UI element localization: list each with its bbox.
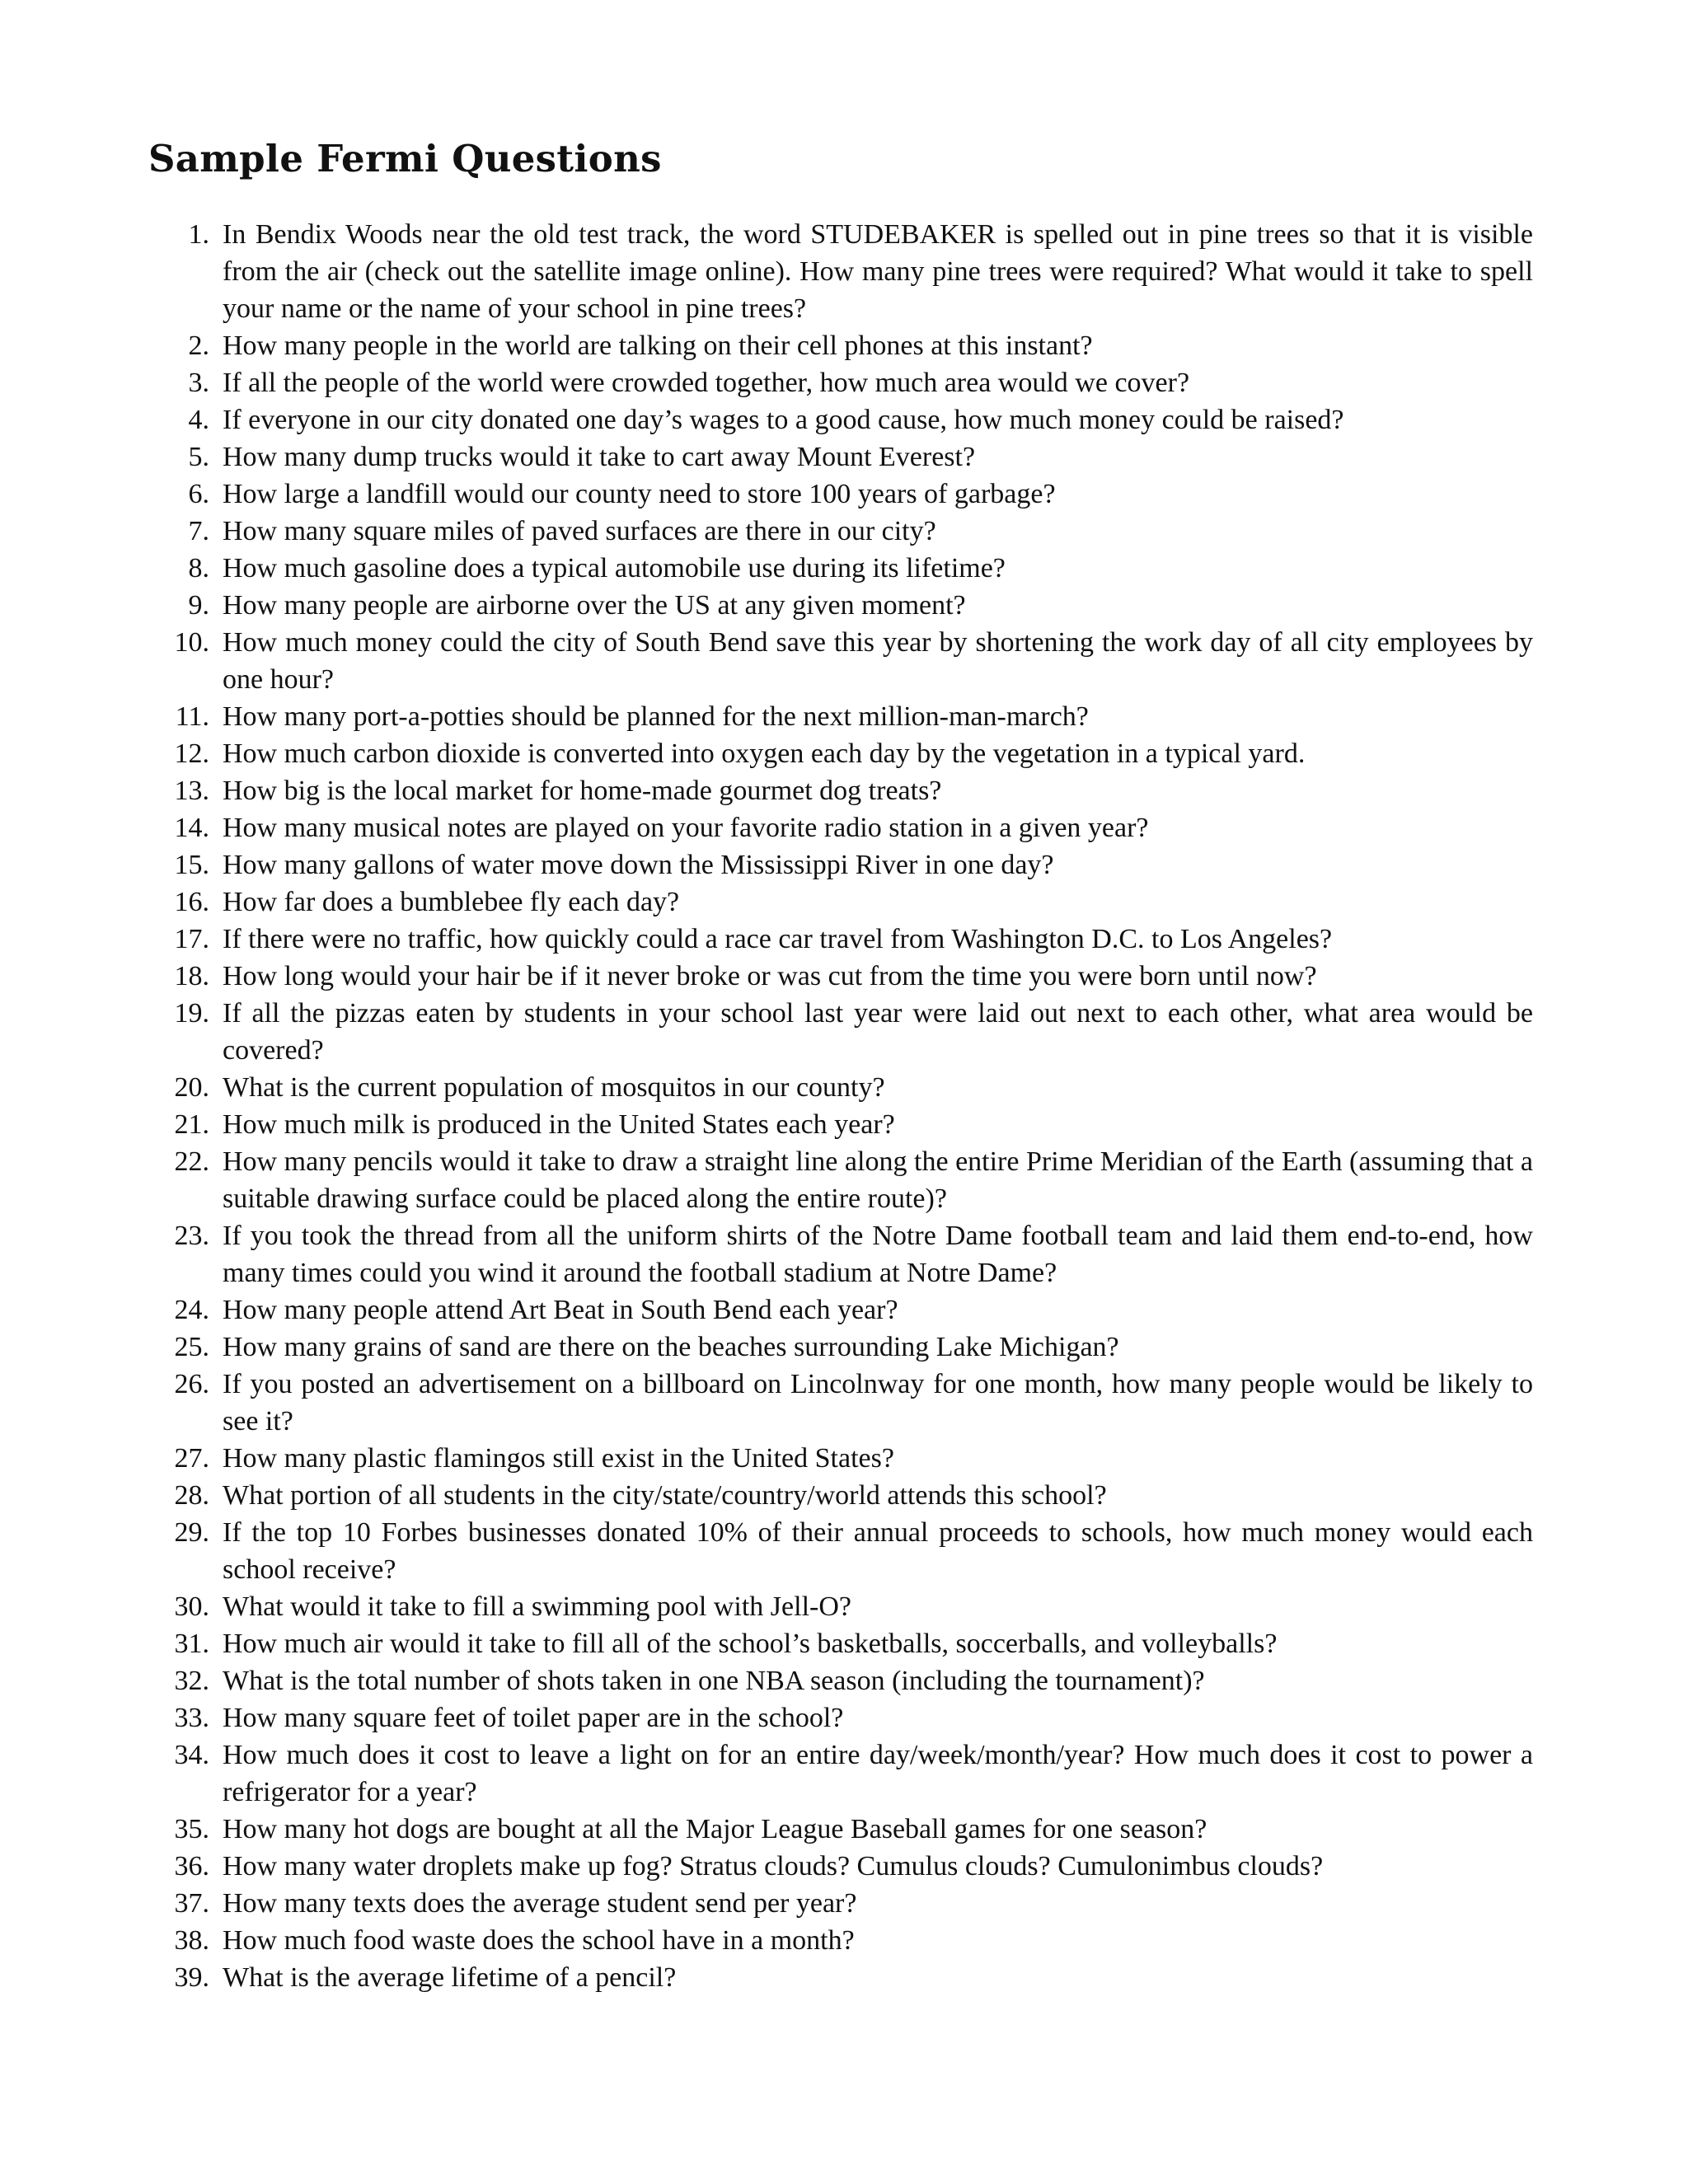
question-number: 30. xyxy=(174,1591,209,1622)
question-text: How many dump trucks would it take to cart away Mount Everest? xyxy=(223,442,976,472)
question-number: 32. xyxy=(174,1666,209,1696)
question-number: 21. xyxy=(174,1109,209,1140)
question-text: What is the total number of shots taken in one NBA season (including the tournament)? xyxy=(223,1666,1205,1696)
question-item xyxy=(148,1217,1533,1291)
question-item xyxy=(148,1959,1533,1996)
question-item xyxy=(148,958,1533,995)
question-text: What is the average lifetime of a pencil? xyxy=(223,1962,677,1993)
question-item xyxy=(148,401,1533,438)
question-item xyxy=(148,624,1533,698)
question-number: 15. xyxy=(174,850,209,880)
question-number: 14. xyxy=(174,813,209,843)
question-number: 9. xyxy=(188,590,209,621)
question-item xyxy=(148,995,1533,1069)
question-number: 10. xyxy=(174,627,209,658)
question-item xyxy=(148,1106,1533,1143)
question-text: What portion of all students in the city/state/country/world attends this school? xyxy=(223,1480,1107,1511)
question-number: 12. xyxy=(174,738,209,769)
question-number: 33. xyxy=(174,1703,209,1733)
question-text: How many plastic flamingos still exist in the United States? xyxy=(223,1443,894,1474)
question-text: How many water droplets make up fog? Stratus clouds? Cumulus clouds? Cumulonimbus clouds? xyxy=(223,1851,1324,1882)
question-number: 23. xyxy=(174,1221,209,1251)
question-number: 16. xyxy=(174,887,209,917)
question-item xyxy=(148,1736,1533,1811)
question-item xyxy=(148,1588,1533,1625)
question-text: How many square miles of paved surfaces are there in our city? xyxy=(223,516,936,546)
question-item xyxy=(148,364,1533,401)
question-number: 39. xyxy=(174,1962,209,1993)
question-item xyxy=(148,438,1533,476)
question-number: 1. xyxy=(188,219,209,250)
question-text: If all the pizzas eaten by students in your school last year were laid out next to each other, what area would be covered? xyxy=(223,998,1533,1066)
question-item xyxy=(148,216,1533,327)
question-number: 17. xyxy=(174,924,209,954)
question-number: 38. xyxy=(174,1925,209,1956)
question-item xyxy=(148,772,1533,809)
question-text: How many people are airborne over the US at any given moment? xyxy=(223,590,966,621)
question-text: How much does it cost to leave a light on for an entire day/week/month/year? How much does it cost to power a refrigerator for a year? xyxy=(223,1740,1533,1807)
question-item xyxy=(148,809,1533,846)
question-text: How many gallons of water move down the Mississippi River in one day? xyxy=(223,850,1054,880)
question-item xyxy=(148,698,1533,735)
question-text: In Bendix Woods near the old test track, the word STUDEBAKER is spelled out in pine trees so that it is visible from the air (check out the satellite image online). How many pine trees were required? What would it take to spell your name or the name of your school in pine trees? xyxy=(223,219,1533,324)
question-item xyxy=(148,550,1533,587)
question-item xyxy=(148,1329,1533,1366)
question-text: How much money could the city of South Bend save this year by shortening the work day of all city employees by one hour? xyxy=(223,627,1533,695)
question-number: 19. xyxy=(174,998,209,1029)
question-number: 4. xyxy=(188,405,209,435)
question-number: 7. xyxy=(188,516,209,546)
question-number: 29. xyxy=(174,1517,209,1548)
question-number: 2. xyxy=(188,330,209,361)
question-text: If the top 10 Forbes businesses donated 10% of their annual proceeds to schools, how much money would each school receive? xyxy=(223,1517,1533,1585)
question-number: 28. xyxy=(174,1480,209,1511)
question-text: How much air would it take to fill all of the school’s basketballs, soccerballs, and volleyballs? xyxy=(223,1629,1278,1659)
question-number: 35. xyxy=(174,1814,209,1844)
question-item xyxy=(148,476,1533,513)
question-number: 13. xyxy=(174,776,209,806)
question-text: How many people in the world are talking on their cell phones at this instant? xyxy=(223,330,1093,361)
question-number: 24. xyxy=(174,1295,209,1325)
question-item xyxy=(148,327,1533,364)
question-number: 26. xyxy=(174,1369,209,1399)
question-text: How many grains of sand are there on the beaches surrounding Lake Michigan? xyxy=(223,1332,1119,1362)
question-item xyxy=(148,1848,1533,1885)
question-item xyxy=(148,1477,1533,1514)
question-item xyxy=(148,1922,1533,1959)
question-item xyxy=(148,921,1533,958)
question-text: What would it take to fill a swimming pool with Jell-O? xyxy=(223,1591,851,1622)
question-text: If everyone in our city donated one day’s wages to a good cause, how much money could be raised? xyxy=(223,405,1344,435)
question-number: 31. xyxy=(174,1629,209,1659)
question-text: How much carbon dioxide is converted into oxygen each day by the vegetation in a typical yard. xyxy=(223,738,1306,769)
question-item xyxy=(148,1440,1533,1477)
question-text: How far does a bumblebee fly each day? xyxy=(223,887,680,917)
question-text: If you posted an advertisement on a billboard on Lincolnway for one month, how many people would be likely to see it? xyxy=(223,1369,1533,1436)
question-text: How much food waste does the school have in a month? xyxy=(223,1925,855,1956)
question-item xyxy=(148,1366,1533,1440)
question-number: 8. xyxy=(188,553,209,583)
question-number: 6. xyxy=(188,479,209,509)
question-number: 27. xyxy=(174,1443,209,1474)
question-number: 34. xyxy=(174,1740,209,1770)
question-number: 11. xyxy=(175,701,209,732)
question-text: How many musical notes are played on your favorite radio station in a given year? xyxy=(223,813,1149,843)
question-number: 5. xyxy=(188,442,209,472)
question-item xyxy=(148,1662,1533,1699)
question-text: How many people attend Art Beat in South Bend each year? xyxy=(223,1295,898,1325)
question-number: 18. xyxy=(174,961,209,991)
question-item xyxy=(148,1811,1533,1848)
question-number: 37. xyxy=(174,1888,209,1919)
question-text: How many square feet of toilet paper are in the school? xyxy=(223,1703,844,1733)
question-number: 36. xyxy=(174,1851,209,1882)
question-item xyxy=(148,1069,1533,1106)
question-item xyxy=(148,1143,1533,1217)
question-text: How many port-a-potties should be planned for the next million-man-march? xyxy=(223,701,1089,732)
question-number: 22. xyxy=(174,1146,209,1177)
question-item xyxy=(148,513,1533,550)
question-item xyxy=(148,846,1533,883)
question-item xyxy=(148,1885,1533,1922)
question-item xyxy=(148,883,1533,921)
question-item xyxy=(148,1514,1533,1588)
question-text: How many pencils would it take to draw a straight line along the entire Prime Meridian of the Earth (assuming that a suitable drawing surface could be placed along the entire route)? xyxy=(223,1146,1533,1214)
question-text: If all the people of the world were crowded together, how much area would we cover? xyxy=(223,368,1190,398)
question-text: How large a landfill would our county need to store 100 years of garbage? xyxy=(223,479,1056,509)
question-item xyxy=(148,1699,1533,1736)
question-item xyxy=(148,735,1533,772)
question-text: What is the current population of mosquitos in our county? xyxy=(223,1072,885,1103)
question-item xyxy=(148,587,1533,624)
question-number: 20. xyxy=(174,1072,209,1103)
question-list xyxy=(148,216,1533,1996)
question-text: How much milk is produced in the United States each year? xyxy=(223,1109,895,1140)
question-text: If there were no traffic, how quickly could a race car travel from Washington D.C. to Los Angeles? xyxy=(223,924,1333,954)
question-text: How much gasoline does a typical automobile use during its lifetime? xyxy=(223,553,1006,583)
question-item xyxy=(148,1291,1533,1329)
question-text: How many hot dogs are bought at all the Major League Baseball games for one season? xyxy=(223,1814,1207,1844)
question-number: 25. xyxy=(174,1332,209,1362)
question-item xyxy=(148,1625,1533,1662)
question-number: 3. xyxy=(188,368,209,398)
question-text: How long would your hair be if it never broke or was cut from the time you were born until now? xyxy=(223,961,1317,991)
document-title: Sample Fermi Questions xyxy=(148,137,662,180)
question-text: If you took the thread from all the uniform shirts of the Notre Dame football team and laid them end-to-end, how many times could you wind it around the football stadium at Notre Dame? xyxy=(223,1221,1533,1288)
question-text: How many texts does the average student send per year? xyxy=(223,1888,857,1919)
question-text: How big is the local market for home-made gourmet dog treats? xyxy=(223,776,942,806)
